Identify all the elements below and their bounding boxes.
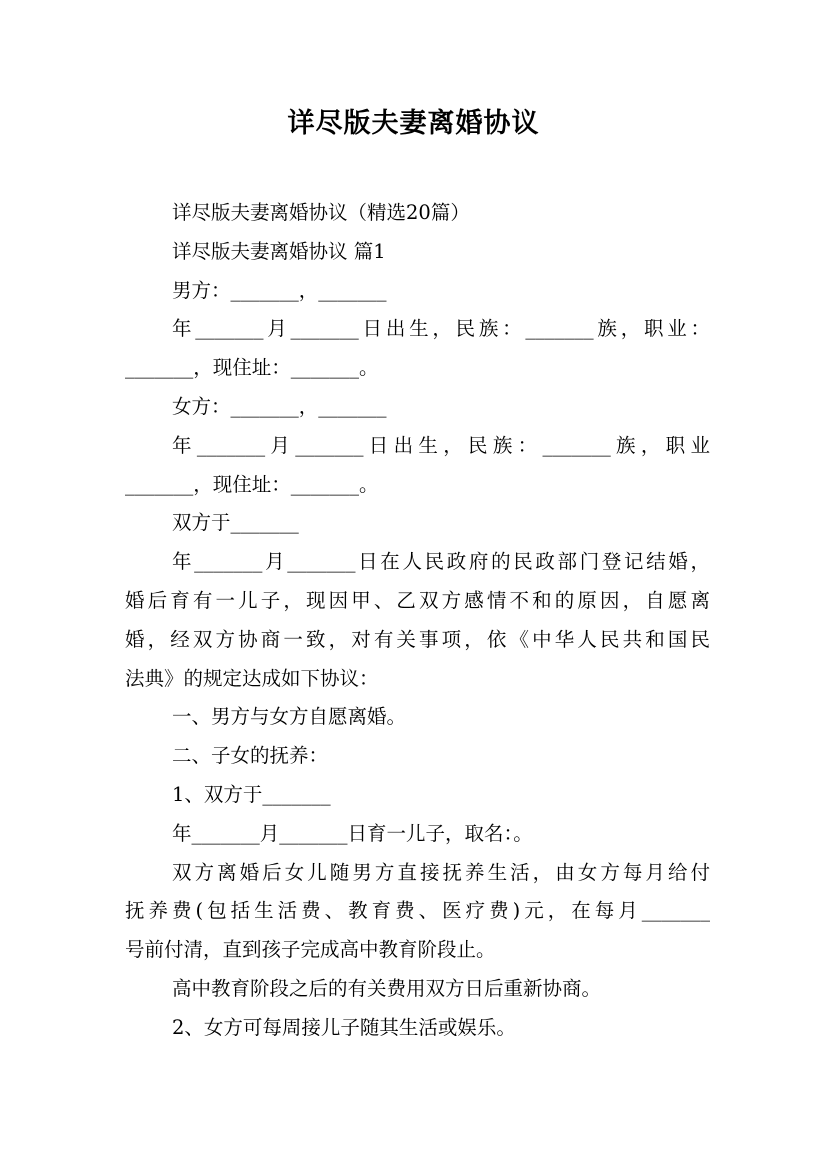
paragraph-line: 年_______月_______日育一儿子，取名：。 xyxy=(172,821,533,845)
paragraph-line: 1、双方于_______ xyxy=(172,782,331,806)
paragraph-line: 2、女方可每周接儿子随其生活或娱乐。 xyxy=(172,1015,516,1039)
paragraph-line: 婚后育有一儿子，现因甲、乙双方感情不和的原因，自愿离 xyxy=(125,588,710,612)
paragraph-line: 婚，经双方协商一致，对有关事项，依《中华人民共和国民 xyxy=(125,627,710,651)
paragraph-line: 女方：_______，_______ xyxy=(172,394,387,418)
paragraph-line: 一、男方与女方自愿离婚。 xyxy=(172,705,407,729)
paragraph-line: 详尽版夫妻离婚协议（精选20篇） xyxy=(172,201,470,224)
paragraph-line: _______，现住址：_______。 xyxy=(125,356,379,380)
paragraph-line: 年_______月_______日在人民政府的民政部门登记结婚， xyxy=(172,550,710,574)
paragraph-line: 年_______月_______日出生，民族：_______族，职业： xyxy=(172,317,710,341)
paragraph-line: _______，现住址：_______。 xyxy=(125,472,379,496)
paragraph-line: 号前付清，直到孩子完成高中教育阶段止。 xyxy=(125,938,496,962)
paragraph-line: 男方：_______，_______ xyxy=(172,278,387,302)
paragraph-line: 抚养费(包括生活费、教育费、医疗费)元，在每月_______ xyxy=(125,899,710,923)
paragraph-line: 双方于_______ xyxy=(172,511,299,535)
document-title: 详尽版夫妻离婚协议 xyxy=(287,108,540,139)
paragraph-line: 高中教育阶段之后的有关费用双方日后重新协商。 xyxy=(172,976,602,1000)
paragraph-line: 二、子女的抚养： xyxy=(172,744,329,768)
document-body xyxy=(125,194,710,1048)
paragraph-line: 年_______月_______日出生，民族：_______族，职业 xyxy=(172,433,710,457)
paragraph-line: 详尽版夫妻离婚协议 篇1 xyxy=(172,239,386,263)
paragraph-line: 法典》的规定达成如下协议： xyxy=(125,666,379,690)
paragraph-line: 双方离婚后女儿随男方直接抚养生活，由女方每月给付 xyxy=(172,860,710,884)
